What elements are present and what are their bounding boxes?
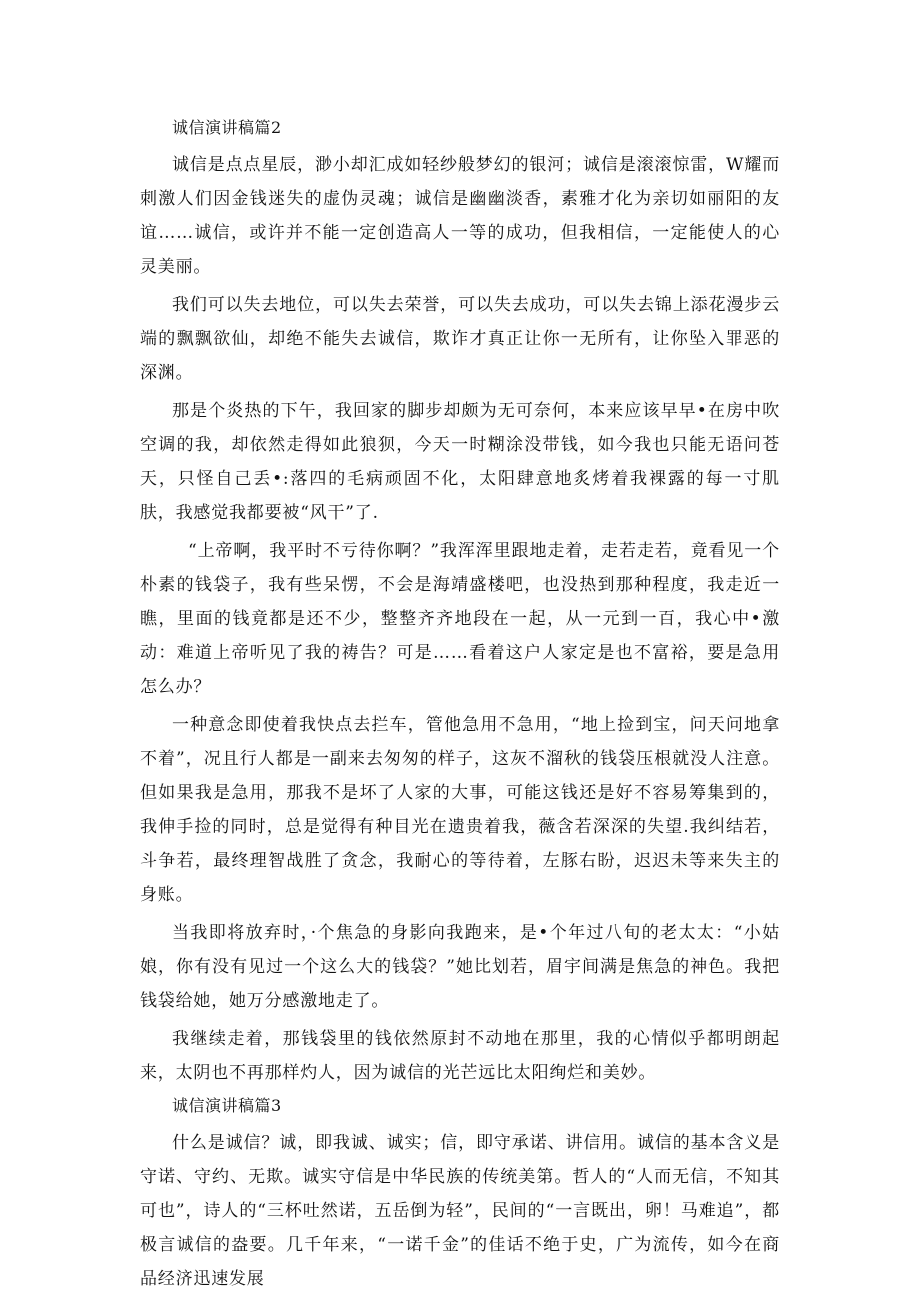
paragraph: 我继续走着，那钱袋里的钱依然原封不动地在那里，我的心情似乎都明朗起来，太阴也不再那样灼人，因为诚信的光芒远比太阳绚烂和美妙。	[140, 1029, 780, 1083]
paragraph: 一种意念即使着我快点去拦车，管他急用不急用，“地上捡到宝，问天问地拿不着”，况且行人都是一副来去匆匆的样子，这灰不溜秋的钱袋压根就没人注意。但如果我是急用，那我不是坏了人家的大事，可能这钱还是好不容易筹集到的，我伸手捡的同时，总是觉得有种目光在遗贵着我，薇含若深深的失望.我纠结若，斗争若，最终理智战胜了贪念，我耐心的等待着，左豚右盼，迟迟未等来失主的身账。	[140, 715, 780, 905]
paragraph: 我们可以失去地位，可以失去荣誉，可以失去成功，可以失去锦上添花漫步云端的飘飘欲仙，却绝不能失去诚信，欺诈才真正让你一无所有，让你坠入罪恶的深渊。	[140, 295, 780, 383]
paragraph: 什么是诚信？诚，即我诚、诚实；信，即守承诺、讲信用。诚信的基本含义是守诺、守约、无欺。诚实守信是中华民族的传统美第。哲人的“人而无信，不知其可也”，诗人的“三杯吐然诺，五岳倒为轻”，民间的“一言既出，卵！马难追”，都极言诚信的盎要。几千年来，“一诺千金”的佳话不绝于史，广为流传，如今在商品经济迅速发展	[140, 1133, 780, 1289]
section-heading-3: 诚信演讲稿篇3	[172, 1096, 282, 1115]
paragraph: 诚信是点点星辰，渺小却汇成如轻纱般梦幻的银河；诚信是滚滚惊雷，W耀而刺激人们因金钱迷失的虚伪灵魂；诚信是幽幽淡香，素雅才化为亲切如丽阳的友谊……诚信，或许并不能一定创造高人一等的成功，但我相信，一定能使人的心灵美丽。	[140, 155, 780, 277]
paragraph: 当我即将放弃时，·个焦急的身影向我跑来，是•个年过八旬的老太太：“小姑娘，你有没有见过一个这么大的钱袋？”她比划若，眉宇间满是焦急的神色。我把钱袋给她，她万分感激地走了。	[140, 923, 780, 1011]
document-body	[140, 116, 780, 1300]
paragraph: 那是个炎热的下午，我回家的脚步却颇为无可奈何，本来应该早早•在房中吹空调的我，却依然走得如此狼狈，今天一时糊涂没带钱，如今我也只能无语问苍天，只怪自己丢•:落四的毛病顽固不化，太阳肆意地炙烤着我裸露的每一寸肌肤，我感觉我都要被“风干”了.	[140, 401, 780, 523]
paragraph: “上帝啊，我平时不亏待你啊？”我浑浑里跟地走着，走若走若，竟看见一个朴素的钱袋子，我有些呆愣，不会是海靖盛楼吧，也没热到那种程度，我走近一瞧，里面的钱竟都是还不少，整整齐齐地段在一起，从一元到一百，我心中•激动：难道上帝听见了我的祷告？可是……看着这户人家定是也不富裕，要是急用怎么办？	[140, 541, 780, 697]
section-heading-2: 诚信演讲稿篇2	[172, 118, 282, 137]
